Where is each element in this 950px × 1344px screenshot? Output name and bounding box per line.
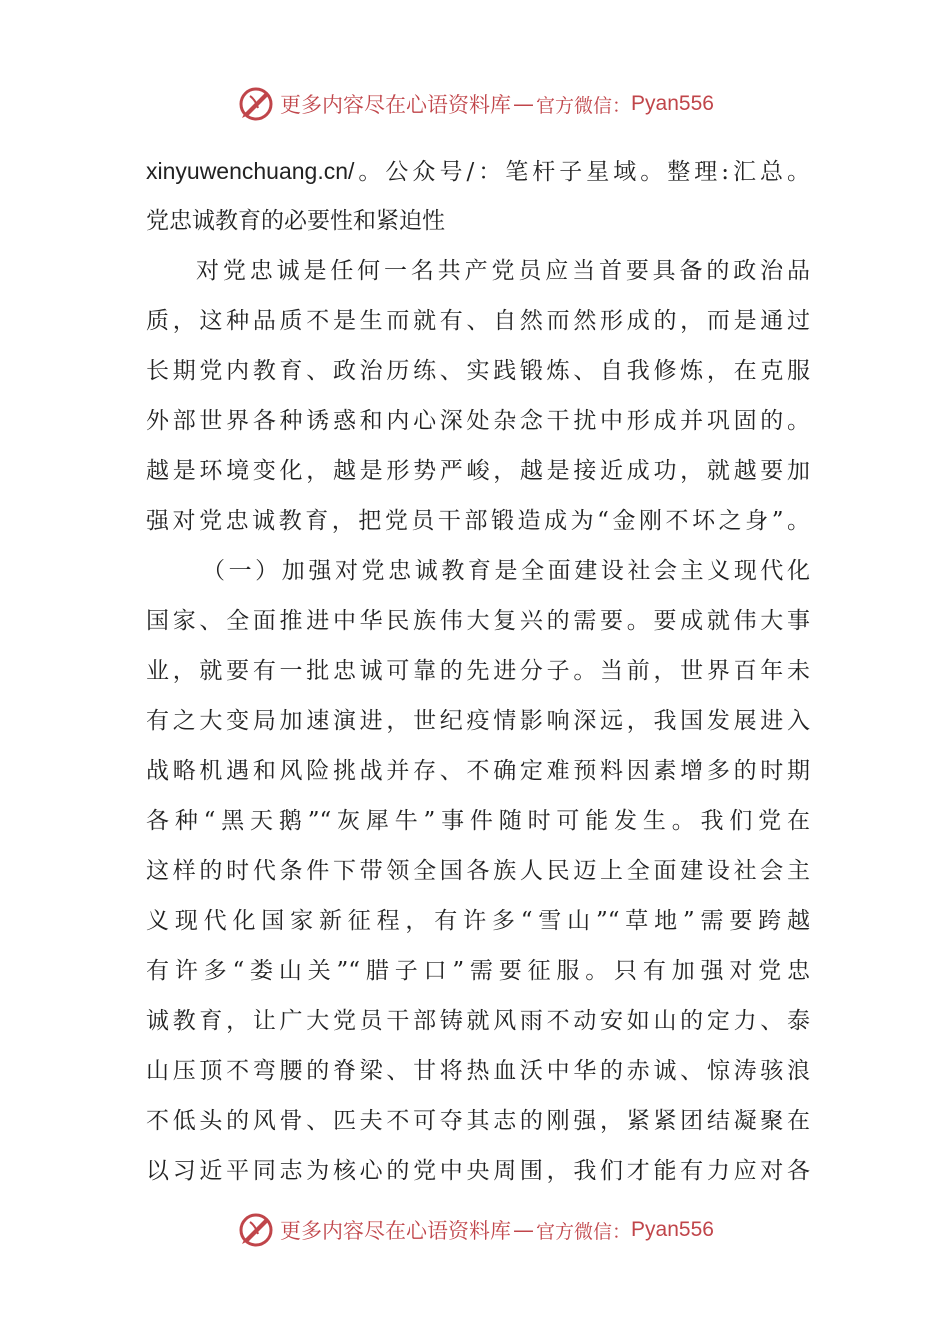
banner-dash: — (513, 92, 535, 116)
section-heading: 党忠诚教育的必要性和紧迫性 (146, 208, 445, 234)
banner-wechat-label: 官方微信： (536, 94, 632, 117)
paragraph-line: 战略机遇和风险挑战并存、不确定难预料因素增多的时期 (146, 758, 810, 784)
paragraph-line: 强对党忠诚教育，把党员干部锻造成为“金刚不坏之身”。 (146, 508, 810, 534)
document-body (146, 146, 810, 1196)
paragraph-line: 义现代化国家新征程，有许多“雪山”“草地”需要跨越 (146, 908, 810, 934)
paragraph-line: 越是环境变化，越是形势严峻，越是接近成功，就越要加 (146, 458, 810, 484)
header-banner (0, 84, 950, 124)
paragraph-line: 国家、全面推进中华民族伟大复兴的需要。要成就伟大事 (146, 608, 810, 634)
paragraph-line: 诚教育，让广大党员干部铸就风雨不动安如山的定力、泰 (146, 1008, 810, 1034)
paragraph-line: 外部世界各种诱惑和内心深处杂念干扰中形成并巩固的。 (146, 408, 810, 434)
paragraph-line: 质，这种品质不是生而就有、自然而然形成的，而是通过 (146, 308, 810, 334)
text-line-0 (146, 146, 810, 196)
paragraph-line: 有之大变局加速演进，世纪疫情影响深远，我国发展进入 (146, 708, 810, 734)
footer-banner (0, 1210, 950, 1250)
source-note: 。公众号/：笔杆子星域。整理:汇总。 (354, 159, 810, 185)
paragraph-line: 山压顶不弯腰的脊梁、甘将热血沃中华的赤诚、惊涛骇浪 (146, 1058, 810, 1084)
paragraph-line: 业，就要有一批忠诚可靠的先进分子。当前，世界百年未 (146, 658, 810, 684)
paragraph-line: 各种“黑天鹅”“灰犀牛”事件随时可能发生。我们党在 (146, 808, 810, 834)
paragraph-line: 以习近平同志为核心的党中央周围，我们才能有力应对各 (146, 1158, 810, 1184)
banner-dash: — (513, 1218, 535, 1242)
pen-logo-icon (236, 84, 276, 124)
paragraph-line: （一）加强对党忠诚教育是全面建设社会主义现代化 (202, 558, 810, 584)
pen-logo-icon (236, 1210, 276, 1250)
paragraph-line: 长期党内教育、政治历练、实践锻炼、自我修炼，在克服 (146, 358, 810, 384)
banner-wechat-account: Pyan556 (631, 1218, 714, 1241)
paragraph-line: 有许多“娄山关”“腊子口”需要征服。只有加强对党忠 (146, 958, 810, 984)
banner-wechat-account: Pyan556 (631, 92, 714, 115)
paragraph-line: 对党忠诚是任何一名共产党员应当首要具备的政治品 (196, 258, 810, 284)
banner-promo-text: 更多内容尽在心语资料库 (280, 1219, 512, 1243)
source-url: xinyuwenchuang.cn/ (146, 158, 355, 184)
paragraph-line: 这样的时代条件下带领全国各族人民迈上全面建设社会主 (146, 858, 810, 884)
banner-promo-text: 更多内容尽在心语资料库 (280, 93, 512, 117)
paragraph-line: 不低头的风骨、匹夫不可夺其志的刚强，紧紧团结凝聚在 (146, 1108, 810, 1134)
banner-wechat-label: 官方微信： (536, 1220, 632, 1243)
